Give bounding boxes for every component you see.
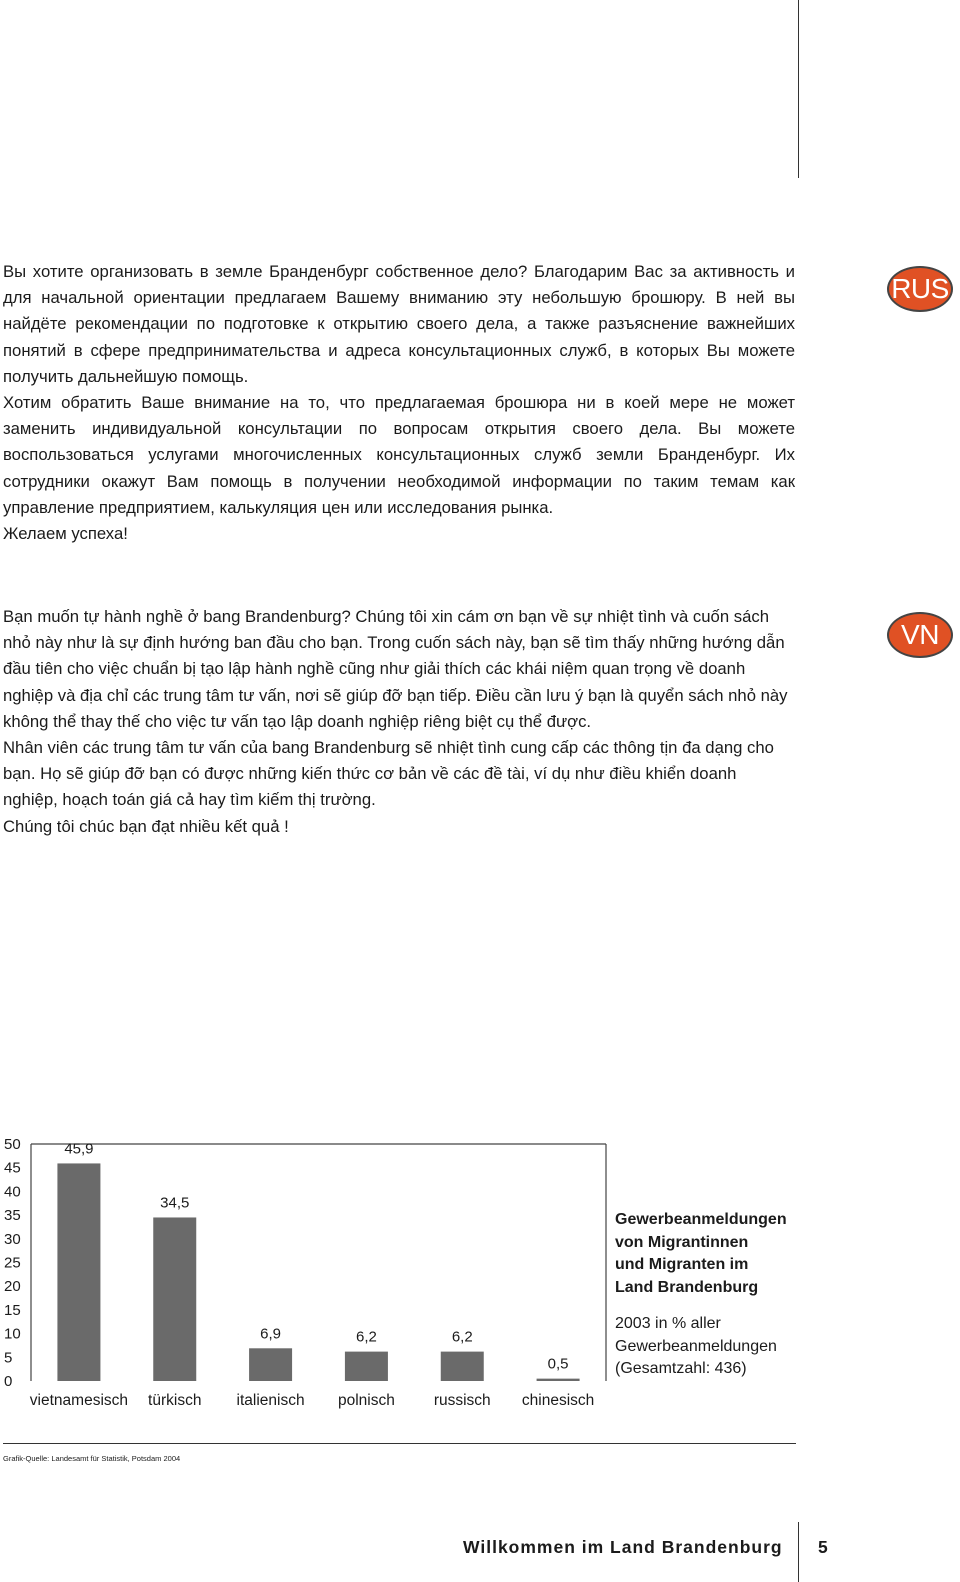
chart-title-line: und Migranten im <box>615 1256 749 1273</box>
chart-subtitle-line: (Gesamtzahl: 436) <box>615 1360 747 1377</box>
russian-paragraph: Хотим обратить Ваше внимание на то, что предлагаемая брошюра ни в коей мере не может заменить индивидуальной консультации по вопросам открытия своего дела. Вы можете воспользоваться услугами многочисленных консультационных служб земли Бранденбург. Их сотрудники окажут Вам помощь в получении необходимой информации по таким темам как управление предприятием, калькуляция цен или исследования рынка. <box>3 393 795 517</box>
x-category-label: russisch <box>433 1392 491 1409</box>
x-category-label: chinesisch <box>521 1392 595 1409</box>
x-category-label: vietnamesisch <box>29 1392 129 1409</box>
chart-title-line: von Migrantinnen <box>615 1233 749 1251</box>
y-tick-label: 10 <box>4 1325 21 1343</box>
chart-title <box>615 1209 815 1299</box>
russian-text <box>3 259 795 547</box>
vietnamese-paragraph: Nhân viên các trung tâm tư vấn của bang Brandenburg sẽ nhiệt tình cung cấp các thông tịn đa dạng cho bạn. Họ sẽ giúp đỡ bạn có được những kiến thức cơ bản về các đề tài, ví dụ như điều khiển doanh nghiệp, hoạch toán giá cả hay tìm kiếm thị trường. <box>3 738 774 810</box>
bar-chart <box>0 1134 615 1414</box>
y-tick-label: 40 <box>4 1183 21 1201</box>
x-category-label: polnisch <box>337 1392 395 1409</box>
chart-subtitle-line: Gewerbeanmeldungen <box>615 1337 777 1355</box>
vietnamese-paragraph: Chúng tôi chúc bạn đạt nhiều kết quả ! <box>3 816 289 836</box>
chart-subtitle <box>615 1313 815 1381</box>
chart-subtitle-line: 2003 in % aller <box>615 1315 721 1332</box>
vietnamese-text <box>3 604 795 840</box>
russian-paragraph: Желаем успеха! <box>3 524 128 544</box>
page-number: 5 <box>818 1537 828 1557</box>
x-category-label: türkisch <box>148 1392 202 1409</box>
bar-value-label: 6,2 <box>451 1328 473 1346</box>
y-tick-label: 20 <box>4 1278 21 1296</box>
divider-line <box>3 1443 796 1444</box>
bar-value-label: 6,9 <box>260 1325 282 1343</box>
bar <box>249 1348 292 1381</box>
y-tick-label: 0 <box>4 1373 13 1390</box>
chart-title-line: Gewerbeanmeldungen <box>615 1211 787 1228</box>
y-tick-label: 5 <box>4 1349 13 1367</box>
chart-caption <box>615 1209 815 1381</box>
footer-title: Willkommen im Land Brandenburg <box>463 1537 783 1557</box>
bar-value-label: 34,5 <box>160 1194 190 1212</box>
vietnamese-paragraph: Bạn muốn tự hành nghề ở bang Brandenburg? Chúng tôi xin cám ơn bạn về sự nhiệt tình và cuốn sách nhỏ này như là sự định hướng ban đầu cho bạn. Trong cuốn sách này, bạn sẽ tìm thấy những hướng dẫn đầu tiên cho việc chuẩn bị tạo lập hành nghề cũng như giải thích các khái niệm quan trọng về doanh nghiệp và địa chỉ các trung tâm tư vấn, nơi sẽ giúp đỡ bạn tiếp. Điều cần lưu ý bạn là quyển sách nhỏ này không thể thay thế cho việc tư vấn tạo lập doanh nghiệp riêng biệt cụ thể được. <box>3 607 788 731</box>
language-badge-vn: VN <box>887 612 953 658</box>
y-tick-label: 45 <box>4 1159 21 1177</box>
bar <box>537 1379 580 1381</box>
y-tick-label: 50 <box>4 1136 21 1153</box>
y-tick-label: 30 <box>4 1230 21 1248</box>
source-note: Grafik-Quelle: Landesamt für Statistik, Potsdam 2004 <box>3 1454 181 1463</box>
language-badge-rus: RUS <box>887 266 953 312</box>
bar-value-label: 45,9 <box>64 1140 94 1158</box>
russian-paragraph: Вы хотите организовать в земле Бранденбург собственное дело? Благодарим Вас за активность и для начальной ориентации предлагаем Вашему вниманию эту небольшую брошюру. В ней вы найдёте рекомендации по подготовке к открытию своего дела, а также разъяснение важнейших понятий в сфере предпринимательства и адреса консультационных служб, в которых Вы можете получить дальнейшую помощь. <box>3 262 795 386</box>
bar <box>345 1352 388 1381</box>
footer-rule <box>798 1522 799 1582</box>
bar <box>57 1163 100 1381</box>
chart-title-line: Land Brandenburg <box>615 1278 759 1296</box>
bar <box>153 1217 196 1381</box>
y-tick-label: 25 <box>4 1254 21 1272</box>
bar-value-label: 0,5 <box>547 1355 569 1373</box>
y-tick-label: 15 <box>4 1301 21 1319</box>
bar <box>441 1352 484 1381</box>
bar-value-label: 6,2 <box>355 1328 377 1346</box>
top-right-rule <box>798 0 799 178</box>
y-tick-label: 35 <box>4 1207 21 1225</box>
x-category-label: italienisch <box>236 1392 305 1409</box>
